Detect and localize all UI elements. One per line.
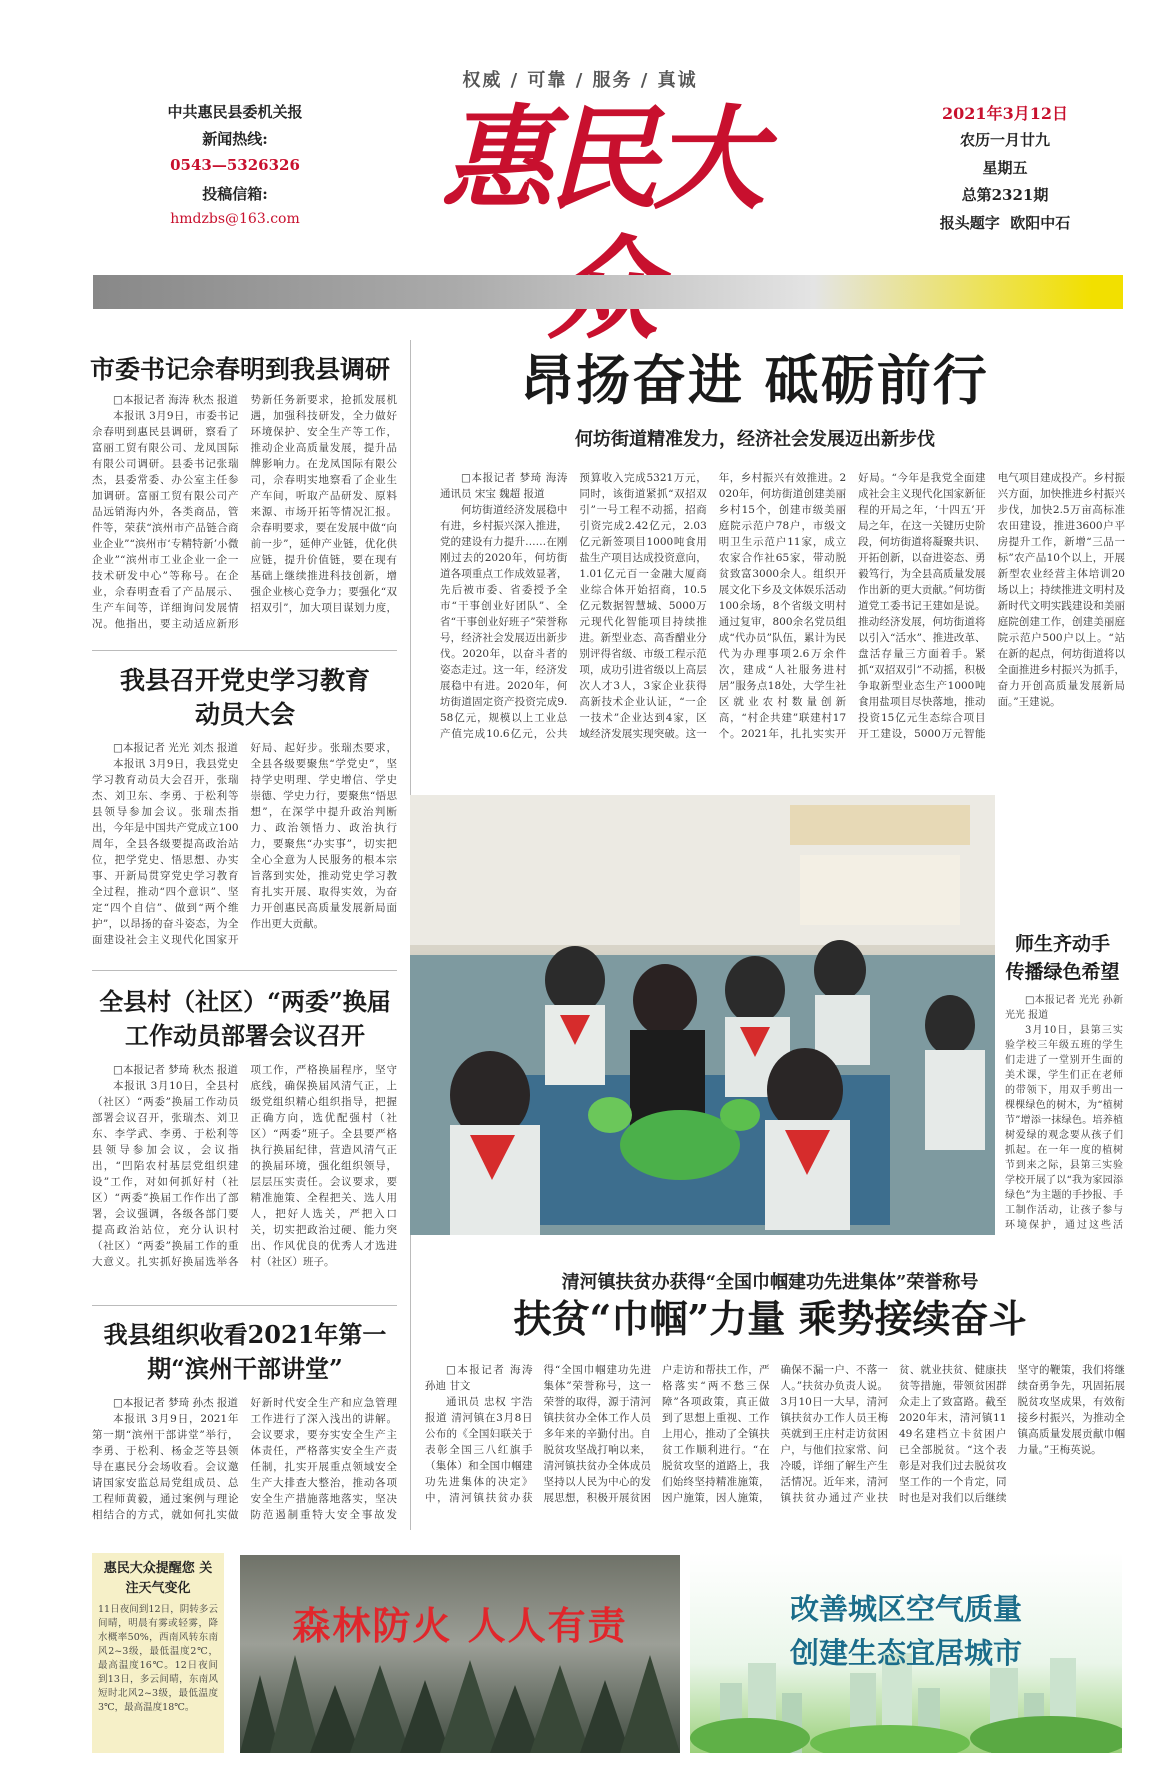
byline: □本报记者 梦琦 孙杰 报道 [113, 1397, 238, 1409]
issue-number: 总第2321期 [961, 186, 1049, 204]
hotline-number: 0543—5326326 [170, 156, 300, 174]
byline: □本报记者 光光 刘杰 报道 [113, 742, 238, 754]
article-title-party-history: 我县召开党史学习教育动员大会 [120, 666, 371, 729]
byline: □本报记者 海涛 秋杰 报道 [113, 394, 238, 406]
article-body: 通讯员 忠权 宇浩 报道 清河镇在3月8日公布的《全国妇联关于表彰全国三八红旗手（集体）和全国巾帼建功先进集体的决定》中，清河镇扶贫办获得“全国巾帼建功先进集体”荣誉称号，这一荣誉的取得，源于清河镇扶贫办全体工作人员多年来的辛勤付出。自脱贫攻坚战打响以来，清河镇扶贫办全体成员坚持以人民为中心的发展思想，积极开展贫困户走访和帮扶工作，严格落实“两不愁三保障”各项政策，真正做到了思想上重视、工作上用心，推动了全镇扶贫工作顺利进行。“在脱贫攻坚的道路上，我们始终坚持精准施策，因户施策，因人施策，确保不漏一户、不落一人。”扶贫办负责人说。3月10日一大早，清河镇扶贫办工作人员王梅英就到王庄村走访贫困户，与他们拉家常、问冷暖，详细了解生产生活情况。近年来，清河镇扶贫办通过产业扶贫、就业扶贫、健康扶贫等措施，带领贫困群众走上了致富路。截至2020年末，清河镇1149名建档立卡贫困户已全部脱贫。“这个表彰是对我们过去脱贫攻坚工作的一个肯定，同时也是对我们以后继续坚守的鞭策，我们将继续奋勇争先，巩固拓展脱贫攻坚成果，有效衔接乡村振兴，为推动全镇高质量发展贡献巾帼力量。”王梅英说。 [425, 1364, 1125, 1504]
article-lecture [92, 1395, 397, 1530]
lead-title: 昂扬奋进 砥砺前行 [520, 348, 989, 412]
photo-story-title: 师生齐动手 传播绿色希望 [1005, 933, 1120, 983]
article-party-history [92, 740, 397, 952]
article-survey [92, 392, 397, 634]
article-title-lecture: 我县组织收看2021年第一期“滨州干部讲堂” [103, 1320, 387, 1383]
forest-fire-ad [240, 1555, 680, 1753]
article-body: 本报讯 3月9日，2021年第一期“滨州干部讲堂”举行，李勇、于松利、杨金芝等县领导在惠民分会场收看。会议邀请国家安监总局党组成员、总工程师黄毅，通过案例与理论相结合的方式，就如何扎实做好新时代安全生产和应急管理工作进行了深入浅出的讲解。会议要求，要夯实安全生产主体责任，严格落实安全生产责任制，扎实开展重点领域安全生产大排查大整治，推动各项安全生产措施落地落实，坚决防范遏制重特大安全事故发 [92, 1397, 397, 1521]
email-address: hmdzbs@163.com [170, 211, 300, 227]
article-body: 本报讯 3月9日，市委书记佘春明到惠民县调研，察看了富丽工贸有限公司、龙凤国际有限公司调研。县委书记张瑞杰，县委常委、办公室主任参加调研。富丽工贸有限公司产品远销海内外，各类商品，管件等，荣获“滨州市产品链合商业企业”“滨州市‘专精特新’小微企业”“滨州市工业企业一企一技术研发中心”等称号。在企业，佘春明查看了产品展示、生产车间等，详细询问发展情况。他指出，要主动适应新形势新任务新要求，抢抓发展机遇，加强科技研发，全力做好环境保护、安全生产等工作，推动企业高质量发展，提升品牌影响力。在龙凤国际有限公司，佘春明实地察看了企业生产车间，听取产品研发、原料来源、市场开拓等情况汇报。佘春明要求，要在发展中做“向前一步”，延伸产业链，优化供应链，提升价值链，要在现有基础上继续推进科技创新，增强企业核心竞争力；要强化“双招双引”，加大项目谋划力度， [92, 394, 397, 630]
divider [92, 1305, 397, 1306]
weather-box [92, 1553, 224, 1753]
masthead-bar [93, 275, 1123, 309]
masthead [0, 0, 1158, 320]
article-title-election: 全县村（社区）“两委”换届工作动员部署会议召开 [99, 987, 391, 1050]
air-quality-line1: 改善城区空气质量 [789, 1592, 1022, 1626]
email-label: 投稿信箱: [202, 185, 268, 203]
article-title-survey: 市委书记佘春明到我县调研 [90, 355, 391, 384]
byline: □本报记者 梦琦 秋杰 报道 [113, 1064, 238, 1076]
classroom-photo [410, 795, 995, 1235]
article-body: 何坊街道经济发展稳中有进，乡村振兴深入推进，党的建设有力提升……在刚刚过去的2020年，何坊街道各项重点工作成效显著，先后被市委、省委授予全市“干事创业好团队”、全省“干事创业好班子”荣誉称号，经济社会发展迈出新步伐。2020年，以奋斗者的姿态走过。这一年，经济发展稳中有进。2020年，何坊街道固定资产投资完成9.58亿元，规模以上工业总产值完成10.6亿元，公共预算收入完成5321万元，同时，该街道紧抓“双招双引”一号工程不动摇，招商引资完成2.42亿元，2.03亿元新签项目1000吨食用盐生产项目达成投资意向，1.01亿元百一金融大厦商业综合体开始招商，10.5亿元数据智慧城、5000万元现代化智能项目持续推进。新型业态、高香醋业分别评得省级、市级工程示范项，成功引进省级以上高层次人才3人，3家企业获得高新技术企业认证，“一企一技术”企业达到4家，区域经济发展实现突破。这一年，乡村振兴有效推进。2020年，何坊街道创建美丽乡村15个，创建市级美丽庭院示范户78户，市级文明卫生示范户11家，成立农家合作社65家，带动脱贫致富3000余人。组织开展文化下乡及文体娱乐活动100余场，8个省级文明村通过复审，800余名党员组成“代办员”队伍，累计为民代为办理事项2.6万余件次，建成“人社服务进村居”服务点18处，大学生社区就业农村数量创新高，“村企共建”联建村17个。2021年，扎扎实实开好局。“今年是我党全面建成社会主义现代化国家新征程的开局之年，‘十四五’开局之年，在这一关键历史阶段，何坊街道将凝聚共识、开拓创新，以奋进姿态、勇毅笃行，为全县高质量发展作出新的更大贡献。”何坊街道党工委书记王建如是说。推动经济发展，何坊街道将以引入“活水”、推进改革、盘活存量三方面着手。紧抓“双招双引”不动摇，积极争取新型业态生产1000吨食用盐项目尽快落地，推动投资15亿元生态综合项目开工建设，5000万元智能电气项目建成投产。乡村振兴方面，加快推进乡村振兴步伐，加快2.5万亩高标准农田建设，推进3600户平房提升工作，新增“三品一标”农产品10个以上，开展新型农业经营主体培训20场以上；持续推进文明村及新时代文明实践建设和美丽庭院创建工作，创建美丽庭院示范户500户以上。“站在新的起点，何坊街道将以全面推进乡村振兴为抓手，奋力开创高质量发展新局面。”王建说。 [440, 472, 1125, 740]
divider [92, 970, 397, 971]
hotline-label: 新闻热线: [202, 130, 268, 148]
issue-date: 2021年3月12日 [942, 104, 1068, 123]
weekday: 星期五 [982, 159, 1028, 177]
byline: □本报记者 光光 孙新 光光 报道 [1005, 995, 1123, 1021]
forest-illustration [240, 1555, 680, 1753]
lunar-date: 农历一月廿九 [959, 131, 1050, 149]
article-body: 本报讯 3月10日，全县村（社区）“两委”换届工作动员部署会议召开，张瑞杰、刘卫东、李学武、李勇、于松利等县领导参加会议，会议指出，“凹陷农村基层党组织建设”工作，对如何抓好村（社区）“两委”换届工作作出了部署，会议强调，各级各部门要提高政治站位，充分认识村（社区）“两委”换届工作的重大意义。扎实抓好换届选举各项工作，严格换届程序，坚守底线，确保换届风清气正，上级党组织精心组织指导，把握正确方向，选优配强村（社区）“两委”班子。全县要严格执行换届纪律，营造风清气正的换届环境，强化组织领导，层层压实责任。会议要求，要精准施策、全程把关、选人用人，把好人选关，严把入口关，切实把政治过硬、能力突出、作风优良的优秀人才选进村（社区）班子。 [92, 1064, 397, 1268]
weather-body: 11日夜间到12日，阴转多云间晴，明晨有雾或轻雾，降水概率50%，西南风转东南风2~3级，最低温度2℃，最高温度16℃。12日夜间到13日，多云间晴，东南风短时北风2~3级，最低温度3℃，最高温度18℃。 [98, 1604, 218, 1713]
air-quality-line2: 创建生态宜居城市 [789, 1636, 1022, 1670]
article-body: 3月10日，县第三实验学校三年级五班的学生们走进了一堂别开生面的美术课，学生们正在老师的带领下，用双手剪出一棵棵绿色的树木，为“植树节”增添一抹绿色。培养植树爱绿的观念要从孩子们抓起。在一年一度的植树节到来之际，县第三实验学校开展了以“我为家园添绿色”为主题的手抄报、手工制作活动，让孩子参与环境保护，通过这些活 [1005, 1025, 1123, 1231]
publisher: 中共惠民县委机关报 [167, 103, 303, 121]
byline: □本报记者 海涛 孙迪 甘文 [425, 1364, 533, 1392]
fight-kicker: 清河镇扶贫办获得“全国巾帼建功先进集体”荣誉称号 [561, 1272, 979, 1293]
article-election [92, 1062, 397, 1274]
weather-title: 惠民大众提醒您 关注天气变化 [103, 1561, 213, 1596]
lead-article [440, 470, 1125, 770]
lead-subtitle: 何坊街道精准发力，经济社会发展迈出新步伐 [575, 429, 935, 450]
air-quality-ad [690, 1553, 1122, 1753]
article-body: 本报讯 3月9日，我县党史学习教育动员大会召开，张瑞杰、刘卫东、李勇、于松利等县领导参加会议。张瑞杰指出，今年是中国共产党成立100周年，全县各级要提高政治站位，把学党史、悟思想、办实事、开新局贯穿党史学习教育全过程，推动“四个意识”、坚定“四个自信”、做到“两个维护”，以昂扬的奋斗姿态，为全面建设社会主义现代化国家开好局、起好步。张瑞杰要求，全县各级要聚焦“学党史”，坚持学史明理、学史增信、学史崇德、学史力行，要聚焦“悟思想”，在深学中提升政治判断力、政治领悟力、政治执行力，要聚焦“办实事”，切实把全心全意为人民服务的根本宗旨落到实处，推动党史学习教育扎实开展、取得实效，为奋力开创惠民高质量发展新局面作出更大贡献。 [92, 742, 397, 946]
fight-title: 扶贫“巾帼”力量 乘势接续奋斗 [513, 1296, 1027, 1341]
paper-name-logo: 惠民大 [441, 94, 759, 225]
masthead-slogan: 权威 / 可靠 / 服务 / 真诚 [462, 70, 698, 91]
fight-article [425, 1362, 1125, 1528]
calligraphy-credit: 报头题字 欧阳中石 [939, 214, 1071, 232]
divider [92, 650, 397, 651]
forest-fire-slogan: 森林防火 人人有责 [292, 1604, 628, 1648]
byline: □本报记者 梦琦 海涛 通讯员 宋宝 魏超 报道 [440, 472, 568, 500]
photo-story [1005, 993, 1123, 1233]
photo-illustration [410, 795, 995, 1235]
